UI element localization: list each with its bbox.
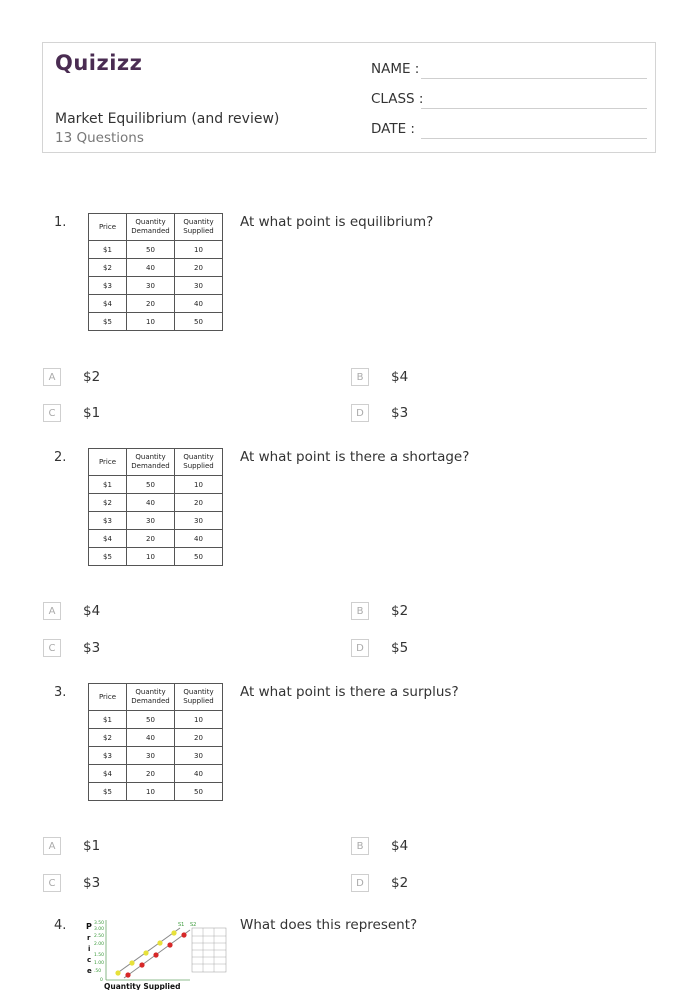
table-cell: 40 [127, 259, 175, 277]
graph-point [157, 940, 162, 945]
table-header-row [89, 214, 223, 241]
question-number: 4. [54, 918, 67, 933]
graph-point [129, 960, 134, 965]
option-text: $3 [83, 640, 101, 656]
table-cell: 20 [175, 259, 223, 277]
table-row [89, 530, 223, 548]
date-line[interactable] [421, 138, 647, 139]
option-text: $2 [391, 875, 409, 891]
option-letter: C [43, 874, 61, 892]
class-label: CLASS : [371, 91, 424, 107]
option-text: $4 [391, 838, 409, 854]
option-text: $4 [391, 369, 409, 385]
y-tick-label: .50 [94, 969, 102, 974]
option-c[interactable] [43, 639, 100, 657]
option-d[interactable] [351, 639, 408, 657]
option-letter: A [43, 837, 61, 855]
option-letter: B [351, 602, 369, 620]
price-quantity-table [88, 213, 223, 331]
table-header: Quantity Supplied [175, 449, 223, 476]
table-cell: 30 [127, 747, 175, 765]
option-text: $5 [391, 640, 409, 656]
table-cell: $4 [89, 765, 127, 783]
graph-point [125, 972, 130, 977]
table-cell: 20 [127, 765, 175, 783]
table-row [89, 765, 223, 783]
class-line[interactable] [421, 108, 647, 109]
y-tick-label: 3.00 [94, 927, 105, 932]
option-text: $1 [83, 838, 101, 854]
graph-point [153, 952, 158, 957]
table-row [89, 548, 223, 566]
table-cell: 40 [175, 295, 223, 313]
option-letter: B [351, 837, 369, 855]
table-cell: 40 [175, 765, 223, 783]
worksheet-title: Market Equilibrium (and review) [55, 111, 280, 127]
table-row [89, 783, 223, 801]
table-header: Price [89, 449, 127, 476]
table-cell: $3 [89, 747, 127, 765]
table-header: Quantity Supplied [175, 684, 223, 711]
graph-y-label-letter: i [88, 945, 91, 953]
table-cell: 10 [127, 313, 175, 331]
table-cell: $5 [89, 313, 127, 331]
table-row [89, 277, 223, 295]
table-cell: 50 [175, 313, 223, 331]
option-text: $1 [83, 405, 101, 421]
table-cell: 30 [175, 277, 223, 295]
option-c[interactable] [43, 874, 100, 892]
question-text: What does this represent? [240, 917, 418, 933]
option-letter: A [43, 602, 61, 620]
table-cell: 40 [175, 530, 223, 548]
graph-x-label: Quantity Supplied [104, 982, 181, 990]
table-cell: 50 [127, 241, 175, 259]
option-letter: D [351, 874, 369, 892]
table-cell: 10 [175, 711, 223, 729]
question-number: 2. [54, 450, 67, 465]
table-cell: 20 [127, 530, 175, 548]
option-letter: B [351, 368, 369, 386]
graph-y-label-letter: P [86, 922, 92, 931]
option-text: $3 [83, 875, 101, 891]
question-text: At what point is equilibrium? [240, 214, 434, 230]
table-cell: $2 [89, 494, 127, 512]
table-cell: 30 [175, 512, 223, 530]
table-cell: 50 [175, 548, 223, 566]
y-tick-label: 0 [100, 978, 103, 983]
date-label: DATE : [371, 121, 415, 137]
table-header: Quantity Demanded [127, 684, 175, 711]
table-cell: 50 [127, 476, 175, 494]
option-letter: A [43, 368, 61, 386]
table-row [89, 494, 223, 512]
option-text: $3 [391, 405, 409, 421]
supply-curves-graph [80, 918, 230, 990]
table-header: Quantity Demanded [127, 214, 175, 241]
table-row [89, 729, 223, 747]
price-quantity-table [88, 448, 223, 566]
table-cell: $1 [89, 711, 127, 729]
table-header: Price [89, 214, 127, 241]
question-text: At what point is there a shortage? [240, 449, 470, 465]
table-cell: $5 [89, 548, 127, 566]
name-line[interactable] [421, 78, 647, 79]
table-header-row [89, 449, 223, 476]
name-field[interactable] [371, 61, 647, 79]
curve-label: S2 [190, 922, 197, 928]
curve-label: S1 [178, 922, 185, 928]
y-tick-label: 3.50 [94, 921, 105, 926]
table-header: Price [89, 684, 127, 711]
option-a[interactable] [43, 837, 100, 855]
date-field[interactable] [371, 121, 647, 139]
price-quantity-table [88, 683, 223, 801]
table-cell: 50 [175, 783, 223, 801]
quizizz-logo: Quizizz [55, 51, 143, 75]
table-cell: 30 [127, 512, 175, 530]
table-cell: 10 [175, 241, 223, 259]
question-count: 13 Questions [55, 130, 144, 146]
table-cell: 10 [127, 548, 175, 566]
option-letter: D [351, 639, 369, 657]
option-text: $4 [83, 603, 101, 619]
table-cell: 10 [175, 476, 223, 494]
graph-point [139, 962, 144, 967]
table-cell: 10 [127, 783, 175, 801]
graph-point [115, 970, 120, 975]
table-cell: $1 [89, 476, 127, 494]
table-row [89, 512, 223, 530]
y-tick-label: 1.50 [94, 953, 105, 958]
table-header: Quantity Demanded [127, 449, 175, 476]
option-b[interactable] [351, 837, 408, 855]
option-a[interactable] [43, 602, 100, 620]
table-cell: $3 [89, 277, 127, 295]
name-label: NAME : [371, 61, 420, 77]
worksheet-header [42, 42, 656, 153]
y-tick-label: 2.50 [94, 934, 105, 939]
graph-point [143, 950, 148, 955]
table-row [89, 476, 223, 494]
table-row [89, 241, 223, 259]
table-header-row [89, 684, 223, 711]
graph-y-label-letter: e [87, 967, 92, 975]
class-field[interactable] [371, 91, 647, 109]
graph-point [167, 942, 172, 947]
table-row [89, 747, 223, 765]
table-cell: 40 [127, 494, 175, 512]
question-number: 3. [54, 685, 67, 700]
option-b[interactable] [351, 368, 408, 386]
table-row [89, 711, 223, 729]
table-row [89, 295, 223, 313]
graph-y-label-letter: r [87, 934, 91, 942]
option-text: $2 [391, 603, 409, 619]
option-letter: D [351, 404, 369, 422]
question-text: At what point is there a surplus? [240, 684, 459, 700]
option-letter: C [43, 639, 61, 657]
table-cell: $2 [89, 729, 127, 747]
graph-point [171, 930, 176, 935]
option-text: $2 [83, 369, 101, 385]
table-row [89, 259, 223, 277]
graph-point [181, 932, 186, 937]
table-header: Quantity Supplied [175, 214, 223, 241]
y-tick-label: 1.00 [94, 961, 105, 966]
table-cell: $4 [89, 530, 127, 548]
table-row [89, 313, 223, 331]
table-cell: $1 [89, 241, 127, 259]
supply-curve-s1 [116, 928, 180, 974]
option-d[interactable] [351, 404, 408, 422]
table-cell: $4 [89, 295, 127, 313]
table-cell: 40 [127, 729, 175, 747]
option-letter: C [43, 404, 61, 422]
table-cell: 20 [175, 494, 223, 512]
table-cell: 30 [127, 277, 175, 295]
table-cell: 50 [127, 711, 175, 729]
option-d[interactable] [351, 874, 408, 892]
y-tick-label: 2.00 [94, 942, 105, 947]
option-a[interactable] [43, 368, 100, 386]
table-cell: $3 [89, 512, 127, 530]
table-cell: 20 [175, 729, 223, 747]
option-b[interactable] [351, 602, 408, 620]
table-cell: $2 [89, 259, 127, 277]
table-cell: 30 [175, 747, 223, 765]
graph-y-label-letter: c [87, 956, 92, 964]
question-number: 1. [54, 215, 67, 230]
table-cell: $5 [89, 783, 127, 801]
table-cell: 20 [127, 295, 175, 313]
option-c[interactable] [43, 404, 100, 422]
